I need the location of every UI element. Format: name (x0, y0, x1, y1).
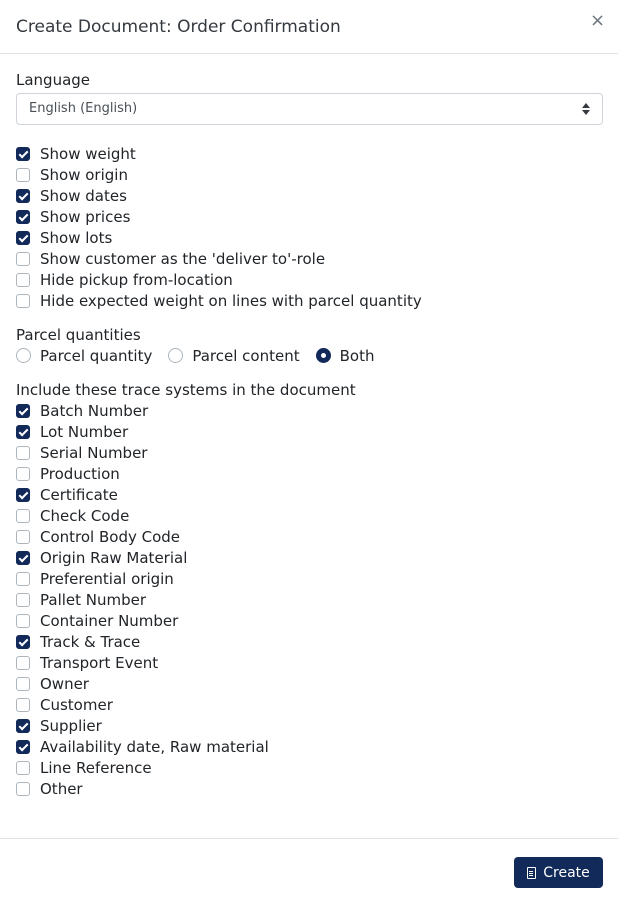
trace-supplier[interactable] (16, 715, 603, 736)
checkbox[interactable] (16, 635, 30, 649)
checkbox-label: Transport Event (40, 653, 159, 672)
checkbox-label: Show origin (40, 165, 128, 184)
checkbox-label: Origin Raw Material (40, 548, 188, 567)
parcel-quantities-label: Parcel quantities (16, 326, 141, 344)
checkbox[interactable] (16, 467, 30, 481)
checkbox-label: Lot Number (40, 422, 129, 441)
trace-systems-label: Include these trace systems in the document (16, 381, 356, 399)
language-select[interactable] (16, 93, 603, 125)
trace-pallet-number[interactable] (16, 589, 603, 610)
document-icon (527, 867, 536, 879)
checkbox[interactable] (16, 488, 30, 502)
radio-parcel-quantity[interactable] (16, 347, 152, 365)
option-show-customer-as-the-deliver-to-role[interactable] (16, 248, 603, 269)
checkbox[interactable] (16, 147, 30, 161)
checkbox-label: Hide expected weight on lines with parcel quantity (40, 291, 422, 310)
checkbox-label: Production (40, 464, 120, 483)
checkbox[interactable] (16, 231, 30, 245)
checkbox[interactable] (16, 273, 30, 287)
trace-track-trace[interactable] (16, 631, 603, 652)
option-show-lots[interactable] (16, 227, 603, 248)
language-label: Language (16, 71, 91, 89)
radio-both[interactable] (316, 347, 375, 365)
checkbox[interactable] (16, 210, 30, 224)
modal-body (16, 70, 603, 799)
checkbox-label: Show customer as the 'deliver to'-role (40, 249, 326, 268)
option-show-dates[interactable] (16, 185, 603, 206)
checkbox[interactable] (16, 593, 30, 607)
option-show-prices[interactable] (16, 206, 603, 227)
checkbox-label: Show prices (40, 207, 131, 226)
checkbox-label: Supplier (40, 716, 102, 735)
select-arrows-icon (582, 102, 590, 116)
checkbox-label: Other (40, 779, 83, 798)
checkbox[interactable] (16, 404, 30, 418)
trace-systems-list (16, 400, 603, 799)
checkbox[interactable] (16, 446, 30, 460)
trace-production[interactable] (16, 463, 603, 484)
trace-lot-number[interactable] (16, 421, 603, 442)
checkbox[interactable] (16, 168, 30, 182)
checkbox-label: Control Body Code (40, 527, 181, 546)
language-selected-value: English (English) (29, 101, 138, 116)
radio-button[interactable] (16, 348, 31, 363)
checkbox-label: Check Code (40, 506, 130, 525)
checkbox-label: Track & Trace (40, 632, 141, 651)
checkbox[interactable] (16, 551, 30, 565)
option-show-weight[interactable] (16, 143, 603, 164)
radio-label: Both (339, 346, 375, 365)
modal-title: Create Document: Order Confirmation (16, 17, 341, 37)
create-button-label: Create (543, 864, 590, 881)
checkbox-label: Customer (40, 695, 113, 714)
checkbox-label: Line Reference (40, 758, 152, 777)
checkbox[interactable] (16, 530, 30, 544)
option-hide-expected-weight-on-lines-with-parcel-quantity[interactable] (16, 290, 603, 311)
radio-label: Parcel quantity (40, 346, 153, 365)
checkbox-label: Show lots (40, 228, 113, 247)
checkbox-label: Pallet Number (40, 590, 147, 609)
checkbox-label: Show dates (40, 186, 127, 205)
trace-batch-number[interactable] (16, 400, 603, 421)
checkbox[interactable] (16, 509, 30, 523)
checkbox-label: Hide pickup from-location (40, 270, 233, 289)
trace-certificate[interactable] (16, 484, 603, 505)
checkbox[interactable] (16, 656, 30, 670)
trace-preferential-origin[interactable] (16, 568, 603, 589)
radio-parcel-content[interactable] (168, 347, 299, 365)
checkbox-label: Container Number (40, 611, 179, 630)
document-options (16, 143, 603, 311)
parcel-quantities-radios (16, 345, 603, 366)
trace-line-reference[interactable] (16, 757, 603, 778)
checkbox[interactable] (16, 572, 30, 586)
trace-transport-event[interactable] (16, 652, 603, 673)
checkbox[interactable] (16, 740, 30, 754)
trace-check-code[interactable] (16, 505, 603, 526)
checkbox-label: Show weight (40, 144, 136, 163)
trace-container-number[interactable] (16, 610, 603, 631)
radio-button[interactable] (316, 348, 331, 363)
checkbox[interactable] (16, 614, 30, 628)
create-button[interactable] (514, 857, 603, 888)
checkbox-label: Preferential origin (40, 569, 174, 588)
trace-customer[interactable] (16, 694, 603, 715)
radio-button[interactable] (168, 348, 183, 363)
option-show-origin[interactable] (16, 164, 603, 185)
trace-serial-number[interactable] (16, 442, 603, 463)
checkbox-label: Owner (40, 674, 89, 693)
modal-footer (0, 838, 618, 904)
checkbox-label: Certificate (40, 485, 118, 504)
trace-control-body-code[interactable] (16, 526, 603, 547)
checkbox[interactable] (16, 677, 30, 691)
checkbox-label: Batch Number (40, 401, 149, 420)
checkbox[interactable] (16, 252, 30, 266)
trace-owner[interactable] (16, 673, 603, 694)
checkbox[interactable] (16, 698, 30, 712)
checkbox[interactable] (16, 719, 30, 733)
close-icon[interactable]: × (590, 10, 606, 31)
checkbox[interactable] (16, 782, 30, 796)
trace-availability-date-raw-material[interactable] (16, 736, 603, 757)
trace-other[interactable] (16, 778, 603, 799)
checkbox[interactable] (16, 425, 30, 439)
option-hide-pickup-from-location[interactable] (16, 269, 603, 290)
checkbox-label: Serial Number (40, 443, 148, 462)
modal-header (0, 0, 618, 54)
checkbox-label: Availability date, Raw material (40, 737, 269, 756)
checkbox[interactable] (16, 761, 30, 775)
radio-label: Parcel content (192, 346, 300, 365)
trace-origin-raw-material[interactable] (16, 547, 603, 568)
checkbox[interactable] (16, 189, 30, 203)
checkbox[interactable] (16, 294, 30, 308)
